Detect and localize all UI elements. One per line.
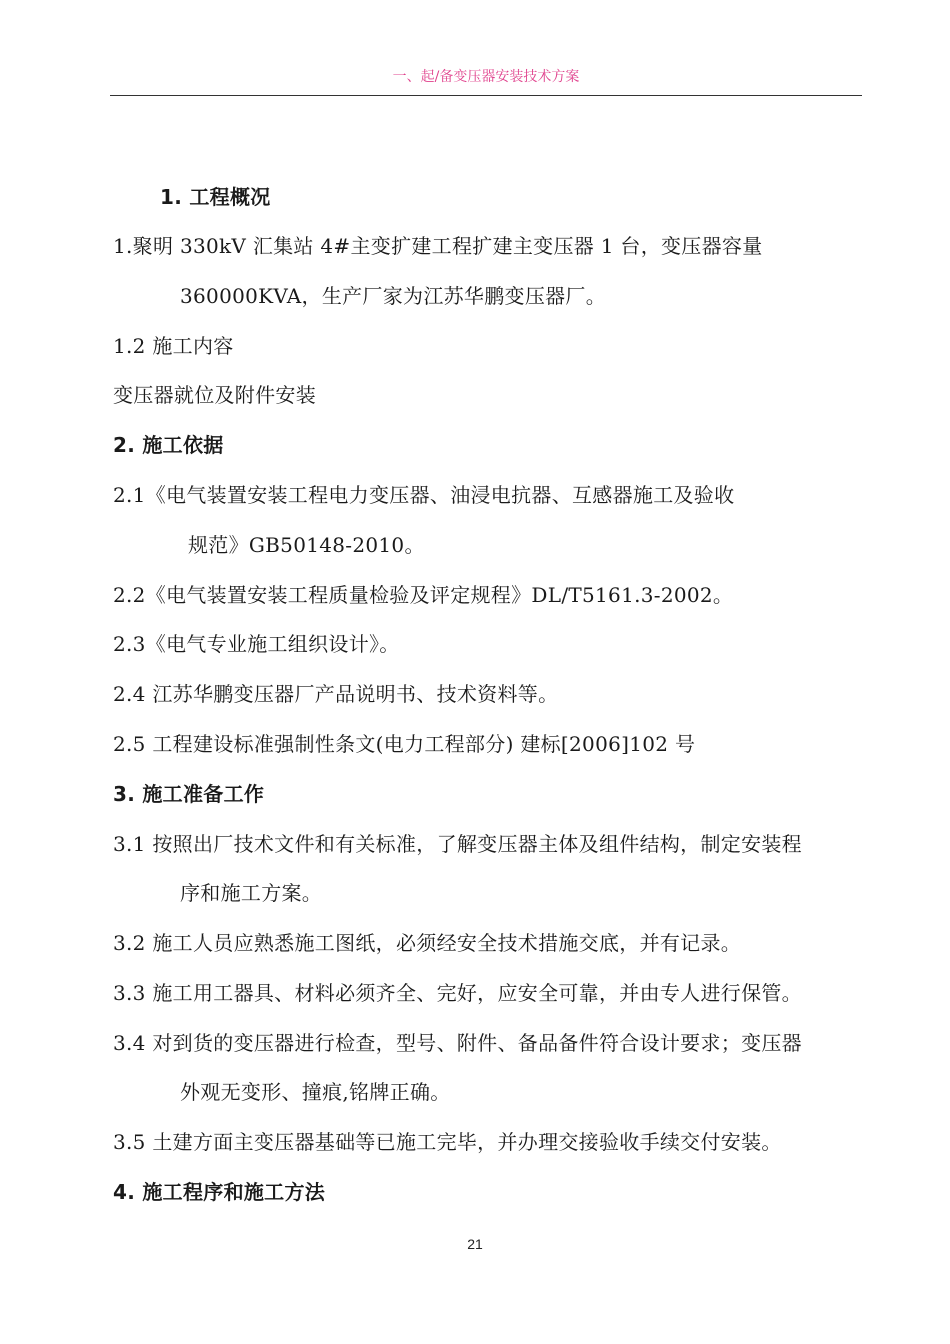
- section-2-heading: 2. 施工依据: [113, 433, 224, 457]
- item-2-4: 2.4 江苏华鹏变压器厂产品说明书、技术资料等。: [113, 682, 559, 706]
- item-3-1-line-1: 3.1 按照出厂技术文件和有关标准，了解变压器主体及组件结构，制定安装程: [113, 832, 802, 856]
- section-1-heading: 1. 工程概况: [160, 185, 271, 209]
- item-3-5: 3.5 土建方面主变压器基础等已施工完毕，并办理交接验收手续交付安装。: [113, 1130, 782, 1154]
- header-rule: [110, 95, 862, 96]
- section-4-heading: 4. 施工程序和施工方法: [113, 1180, 326, 1204]
- section-1-2-title: 1.2 施工内容: [113, 334, 234, 358]
- page-number: 21: [467, 1236, 483, 1252]
- item-3-2: 3.2 施工人员应熟悉施工图纸，必须经安全技术措施交底，并有记录。: [113, 931, 742, 955]
- item-2-3: 2.3《电气专业施工组织设计》。: [113, 632, 400, 656]
- section-1-paragraph-line-2: 360000KVA，生产厂家为江苏华鹏变压器厂。: [180, 284, 607, 308]
- section-3-heading: 3. 施工准备工作: [113, 782, 265, 806]
- item-3-4-line-1: 3.4 对到货的变压器进行检查，型号、附件、备品备件符合设计要求；变压器: [113, 1031, 802, 1055]
- item-2-2: 2.2《电气装置安装工程质量检验及评定规程》DL/T5161.3-2002。: [113, 583, 734, 607]
- item-2-1-line-2: 规范》GB50148-2010。: [188, 533, 425, 557]
- item-2-5: 2.5 工程建设标准强制性条文(电力工程部分) 建标[2006]102 号: [113, 732, 696, 756]
- item-3-4-line-2: 外观无变形、撞痕,铭牌正确。: [180, 1080, 451, 1104]
- section-1-paragraph-line-1: 1.聚明 330kV 汇集站 4#主变扩建工程扩建主变压器 1 台，变压器容量: [113, 234, 763, 258]
- page-header: 一、起/备变压器安装技术方案: [392, 69, 580, 85]
- item-3-1-line-2: 序和施工方案。: [180, 881, 323, 905]
- item-2-1-line-1: 2.1《电气装置安装工程电力变压器、油浸电抗器、互感器施工及验收: [113, 483, 735, 507]
- item-3-3: 3.3 施工用工器具、材料必须齐全、完好，应安全可靠，并由专人进行保管。: [113, 981, 802, 1005]
- section-1-2-content: 变压器就位及附件安装: [113, 383, 316, 407]
